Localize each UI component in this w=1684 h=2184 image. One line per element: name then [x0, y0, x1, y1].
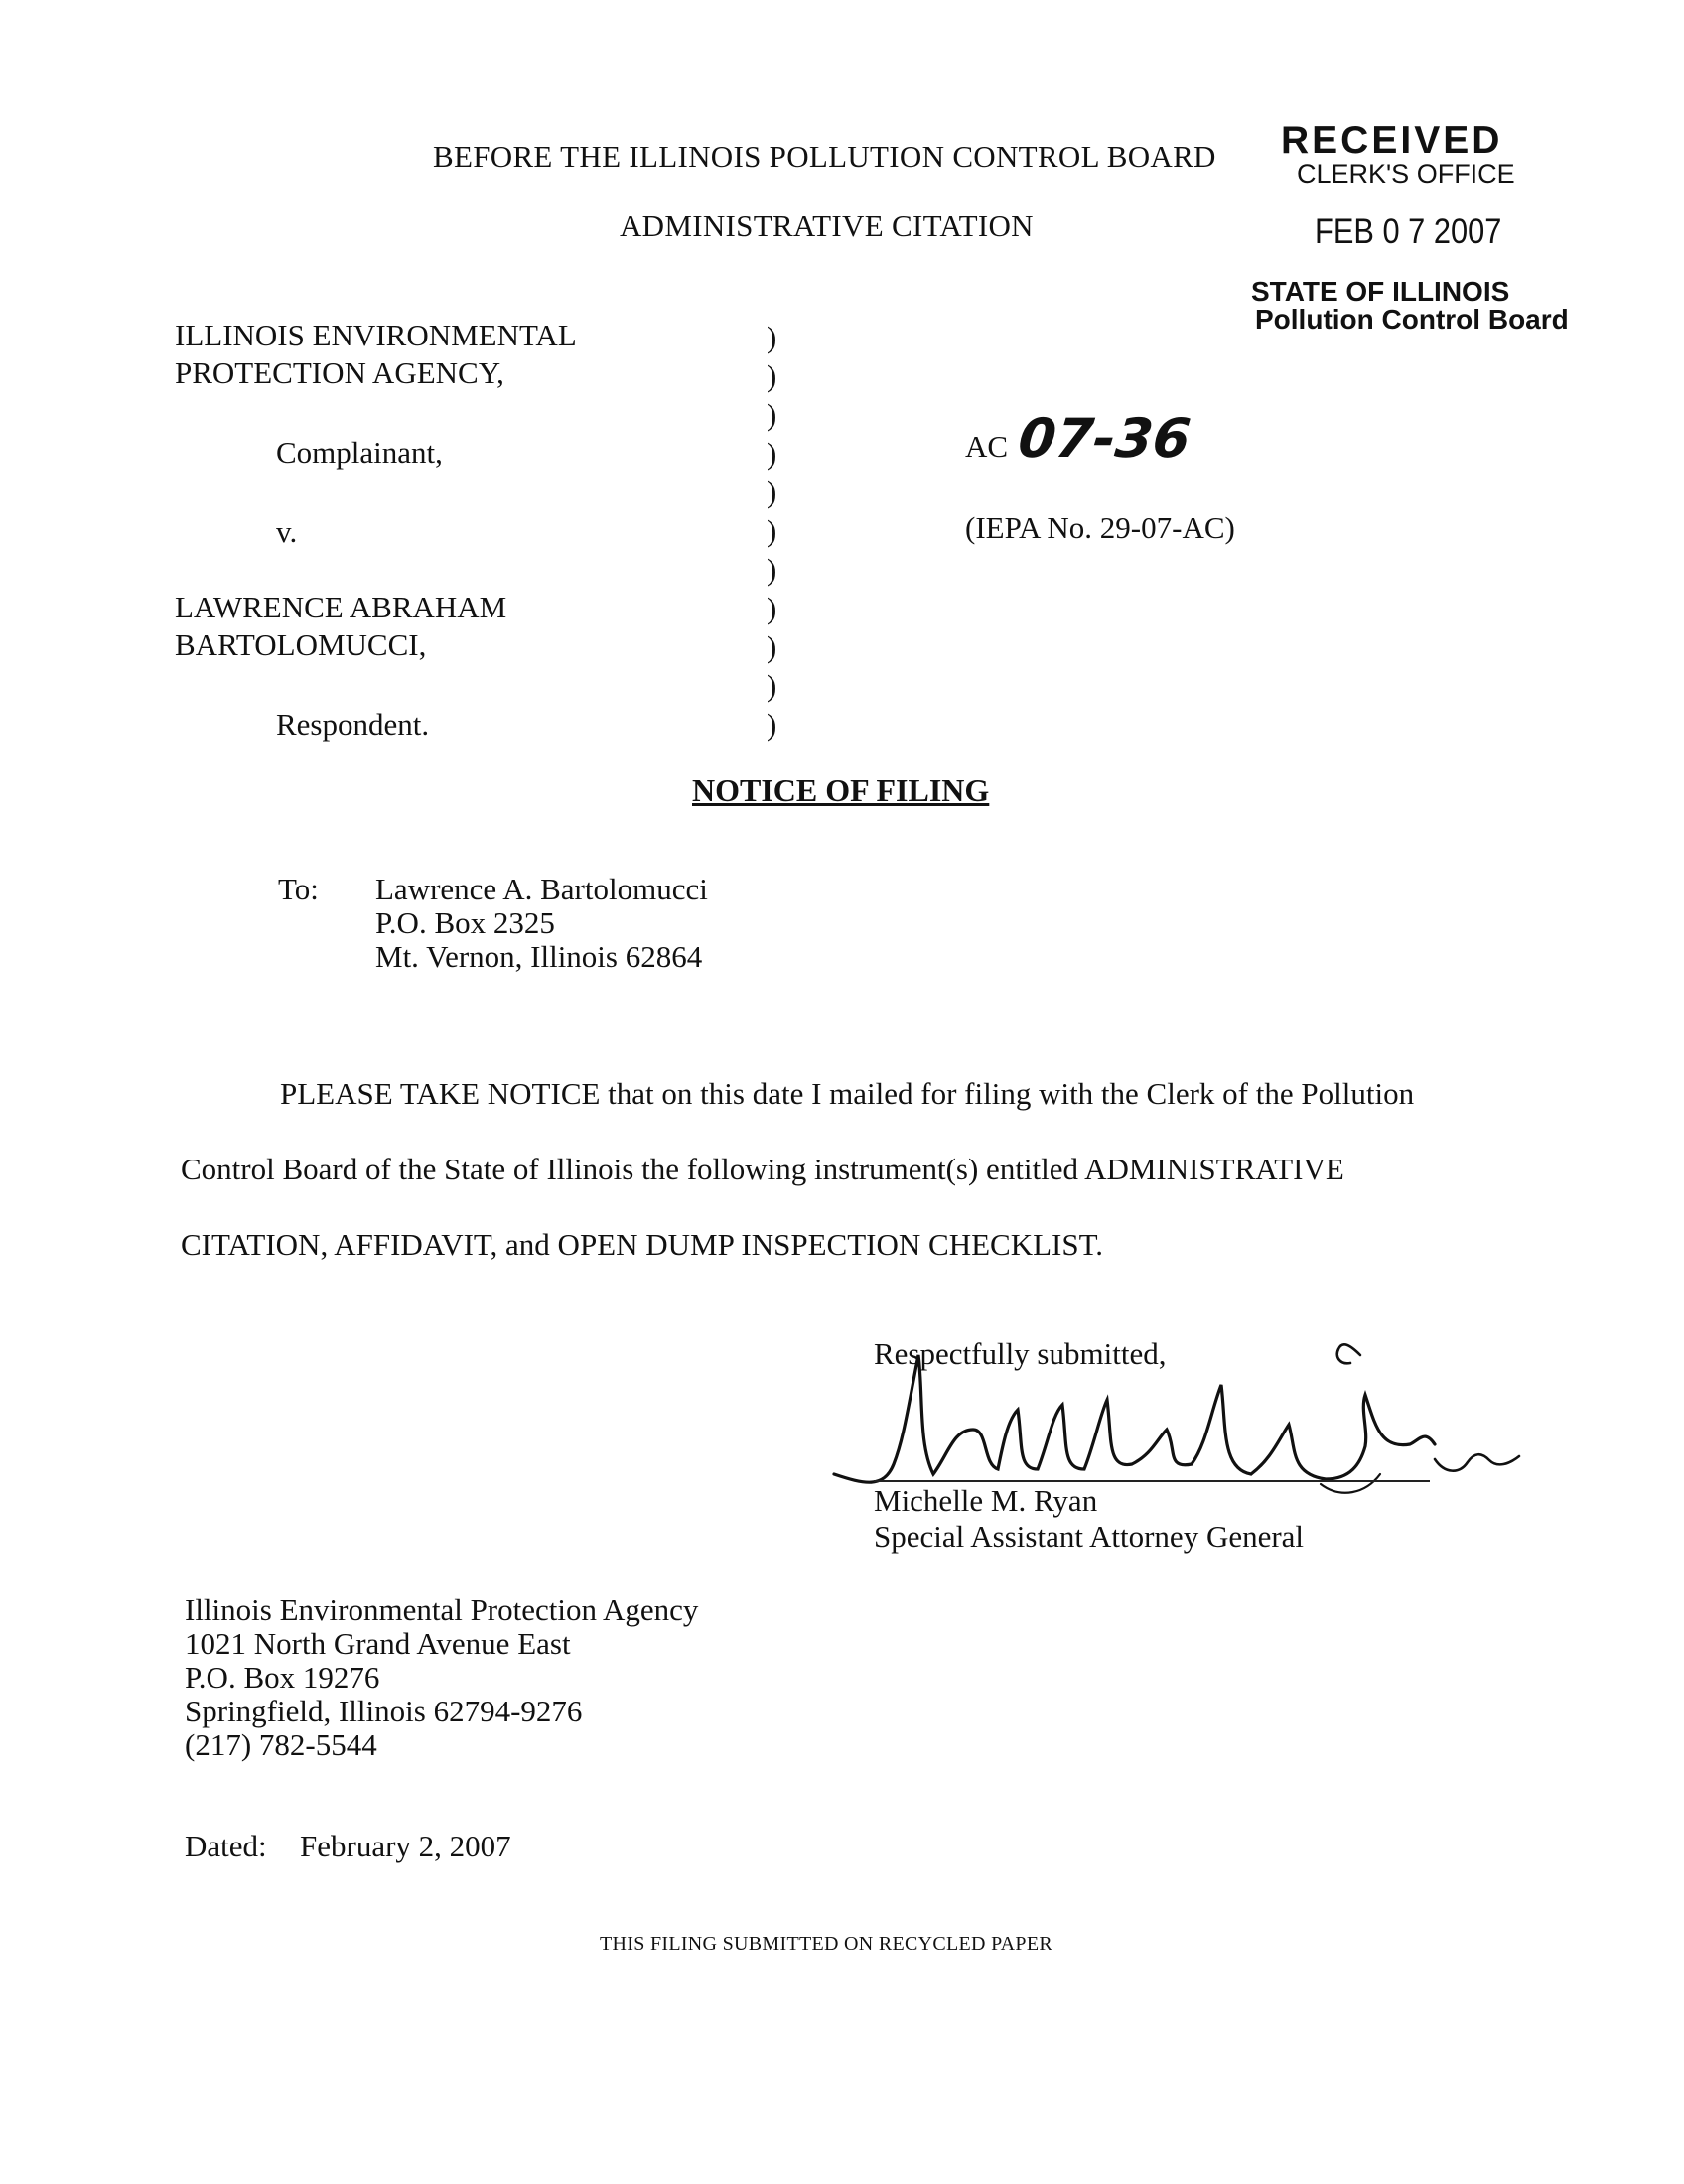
closing: Respectfully submitted, — [874, 1336, 1167, 1371]
case-number-label: AC — [965, 429, 1009, 464]
recycled-paper-note: THIS FILING SUBMITTED ON RECYCLED PAPER — [600, 1933, 1052, 1955]
caption-paren: ) — [767, 513, 777, 548]
document-subheading: ADMINISTRATIVE CITATION — [620, 208, 1034, 243]
body-line: CITATION, AFFIDAVIT, and OPEN DUMP INSPECTION CHECKLIST. — [181, 1227, 1103, 1262]
caption-paren: ) — [767, 475, 777, 509]
stamp-office: CLERK'S OFFICE — [1297, 159, 1515, 189]
stamp-date: FEB 0 7 2007 — [1315, 212, 1502, 251]
signer-title: Special Assistant Attorney General — [874, 1519, 1305, 1554]
body-line: PLEASE TAKE NOTICE that on this date I mailed for filing with the Clerk of the Pollution — [280, 1076, 1415, 1111]
agency-phone: (217) 782-5544 — [185, 1727, 377, 1762]
agency-street: 1021 North Grand Avenue East — [185, 1626, 571, 1661]
body-line: Control Board of the State of Illinois the following instrument(s) entitled ADMINISTRATIVE — [181, 1152, 1344, 1186]
iepa-number: (IEPA No. 29-07-AC) — [965, 510, 1235, 545]
document-heading: BEFORE THE ILLINOIS POLLUTION CONTROL BOARD — [433, 139, 1216, 174]
signer-name: Michelle M. Ryan — [874, 1483, 1098, 1518]
addressee-city: Mt. Vernon, Illinois 62864 — [375, 939, 703, 974]
respondent-name-line1: LAWRENCE ABRAHAM — [175, 590, 507, 624]
complainant-name-line1: ILLINOIS ENVIRONMENTAL — [175, 318, 577, 352]
agency-name: Illinois Environmental Protection Agency — [185, 1592, 699, 1627]
complainant-name-line2: PROTECTION AGENCY, — [175, 355, 504, 390]
caption-paren: ) — [767, 707, 777, 742]
stamp-received: RECEIVED — [1281, 119, 1503, 162]
respondent-role: Respondent. — [276, 707, 430, 742]
dated-value: February 2, 2007 — [300, 1829, 511, 1863]
case-number-handwritten: 07-36 — [1015, 407, 1194, 470]
caption-paren: ) — [767, 668, 777, 703]
caption-paren: ) — [767, 397, 777, 432]
caption-paren: ) — [767, 552, 777, 587]
signature-line — [874, 1480, 1430, 1482]
to-label: To: — [278, 872, 319, 906]
caption-paren: ) — [767, 320, 777, 354]
agency-box: P.O. Box 19276 — [185, 1660, 380, 1695]
caption-paren: ) — [767, 358, 777, 393]
respondent-name-line2: BARTOLOMUCCI, — [175, 627, 427, 662]
stamp-board: Pollution Control Board — [1255, 304, 1569, 335]
caption-paren: ) — [767, 629, 777, 664]
complainant-role: Complainant, — [276, 435, 443, 470]
versus: v. — [276, 514, 298, 549]
addressee-box: P.O. Box 2325 — [375, 905, 555, 940]
addressee-name: Lawrence A. Bartolomucci — [375, 872, 708, 906]
agency-city: Springfield, Illinois 62794-9276 — [185, 1694, 583, 1728]
notice-title: NOTICE OF FILING — [692, 772, 990, 808]
stamp-state: STATE OF ILLINOIS — [1251, 276, 1510, 307]
caption-paren: ) — [767, 591, 777, 625]
dated-label: Dated: — [185, 1829, 267, 1863]
caption-paren: ) — [767, 436, 777, 471]
